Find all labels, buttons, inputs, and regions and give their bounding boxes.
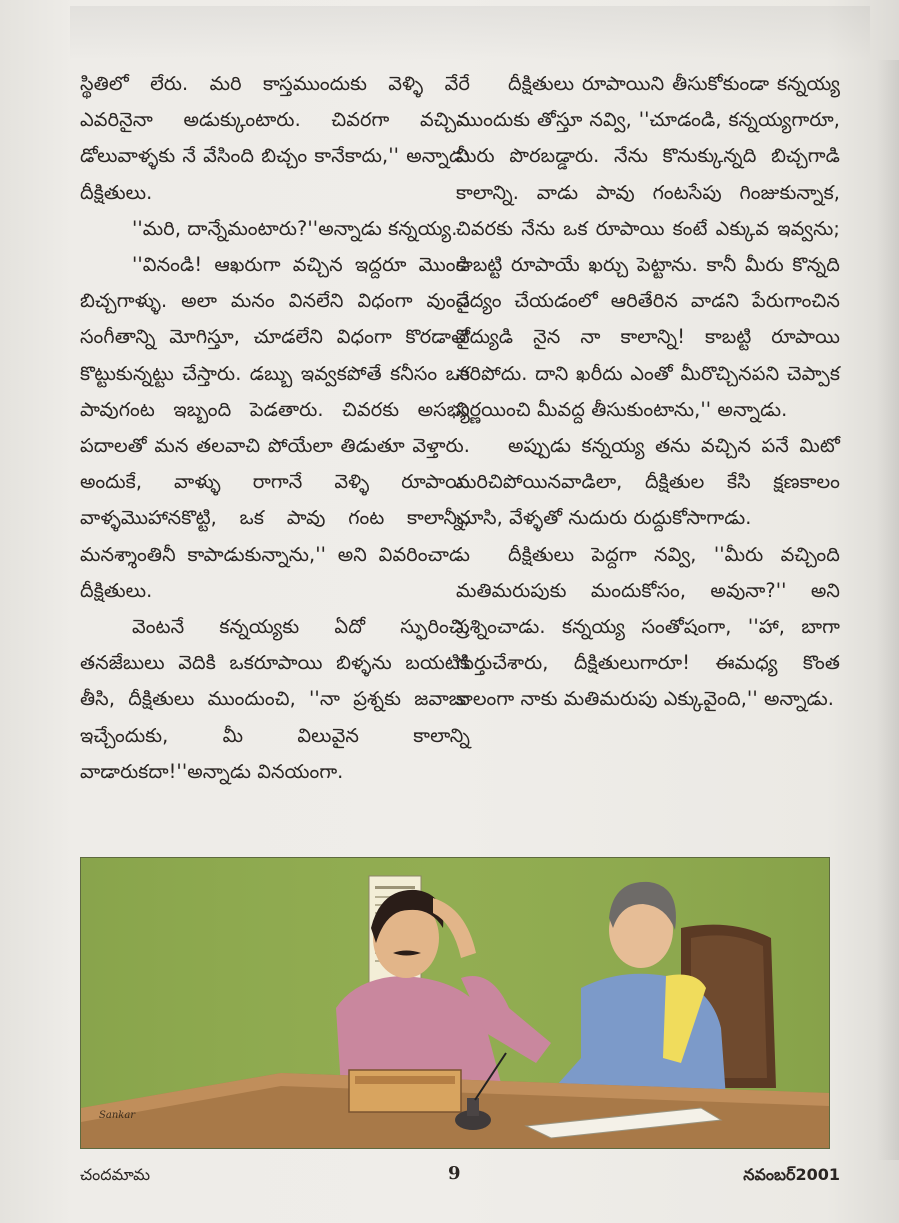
- magazine-name: చందమామ: [80, 1165, 151, 1184]
- page-number: 9: [448, 1163, 461, 1184]
- page-footer: [80, 1165, 840, 1191]
- issue-date: నవంబర్2001: [743, 1165, 840, 1184]
- paragraph: దీక్షితులు పెద్దగా నవ్వి, ''మీరు వచ్చింది మతిమరుపుకు మందుకోసం, అవునా?'' అని ప్రశ్నించాడు. కన్నయ్య సంతోషంగా, ''హా, బాగా గుర్తుచేశారు, దీక్షితులుగారూ! ఈమధ్య కొంత కాలంగా నాకు మతిమరుపు ఎక్కువైంది,'' అన్నాడు.: [456, 542, 840, 711]
- paragraph: దీక్షితులు రూపాయిని తీసుకోకుండా కన్నయ్య ముందుకు తోస్తూ నవ్వి, ''చూడండి, కన్నయ్యగారూ, మీరు పొరబడ్డారు. నేను కొనుక్కున్నది బిచ్చగాడి కాలాన్ని. వాడు పావు గంటసేపు గింజుకున్నాక, చివరకు నేను ఒక రూపాయి కంటే ఎక్కువ ఇవ్వను; కాబట్టి రూపాయే ఖర్చు పెట్టాను. కానీ మీరు కొన్నది వైద్యం చేయడంలో ఆరితేరిన వాడని పేరుగాంచిన వైద్యుడి నైన నా కాలాన్ని! కాబట్టి రూపాయి సరిపోదు. దాని ఖరీదు ఎంతో మీరొచ్చినపని చెప్పాక నిర్ణయించి మీవద్ద తీసుకుంటాను,'' అన్నాడు.: [456, 72, 840, 421]
- paragraph: అప్పుడు కన్నయ్య తను వచ్చిన పనే మిటో మరిచిపోయినవాడిలా, దీక్షితుల కేసి క్షణకాలం చూసి, వేళ్ళతో నుదురు రుద్దుకోసాగాడు.: [456, 434, 840, 530]
- paragraph: వెంటనే కన్నయ్యకు ఏదో స్ఫురించి, తనజేబులు వెదికి ఒకరూపాయి బిళ్ళను బయటికి తీసి, దీక్షితులు ముందుంచి, ''నా ప్రశ్నకు జవాబు ఇచ్చేందుకు, మీ విలువైన కాలాన్ని వాడారుకదా!''అన్నాడు వినయంగా.: [80, 615, 470, 783]
- illustration-drawing: [81, 858, 829, 1148]
- right-text-column: [456, 66, 840, 718]
- paragraph: ''మరి, దాన్నేమంటారు?''అన్నాడు కన్నయ్య.: [132, 216, 458, 240]
- artist-signature: Sankar: [99, 1110, 136, 1121]
- paragraph: ''వినండి! ఆఖరుగా వచ్చిన ఇద్దరూ మొండి బిచ్చగాళ్ళు. అలా మనం వినలేని విధంగా వుండే సంగీతాన్ని మోగిస్తూ, చూడలేని విధంగా కొరడాతో కొట్టుకున్నట్టు చేస్తారు. డబ్బు ఇవ్వకపోతే కనీసం ఒక పావుగంట ఇబ్బంది పెడతారు. చివరకు అసభ్య పదాలతో మన తలవాచి పోయేలా తిడుతూ వెళ్తారు. అందుకే, వాళ్ళు రాగానే వెళ్ళి రూపాయి వాళ్ళమొహానకొట్టి, ఒక పావు గంట కాలాన్నీ, మనశ్శాంతినీ కాపాడుకున్నాను,'' అని వివరించాడు దీక్షితులు.: [80, 253, 470, 602]
- story-illustration: [80, 857, 830, 1149]
- left-text-column: [80, 66, 470, 790]
- show-through-shadow: [70, 6, 870, 61]
- page-edge-shadow: [877, 60, 899, 1160]
- paragraph: స్థితిలో లేరు. మరి కాస్తముందుకు వెళ్ళి వేరే ఎవరినైనా అడుక్కుంటారు. చివరగా వచ్చిన డోలువాళ్ళకు నే వేసింది బిచ్చం కానేకాదు,'' అన్నాడు దీక్షితులు.: [80, 72, 470, 204]
